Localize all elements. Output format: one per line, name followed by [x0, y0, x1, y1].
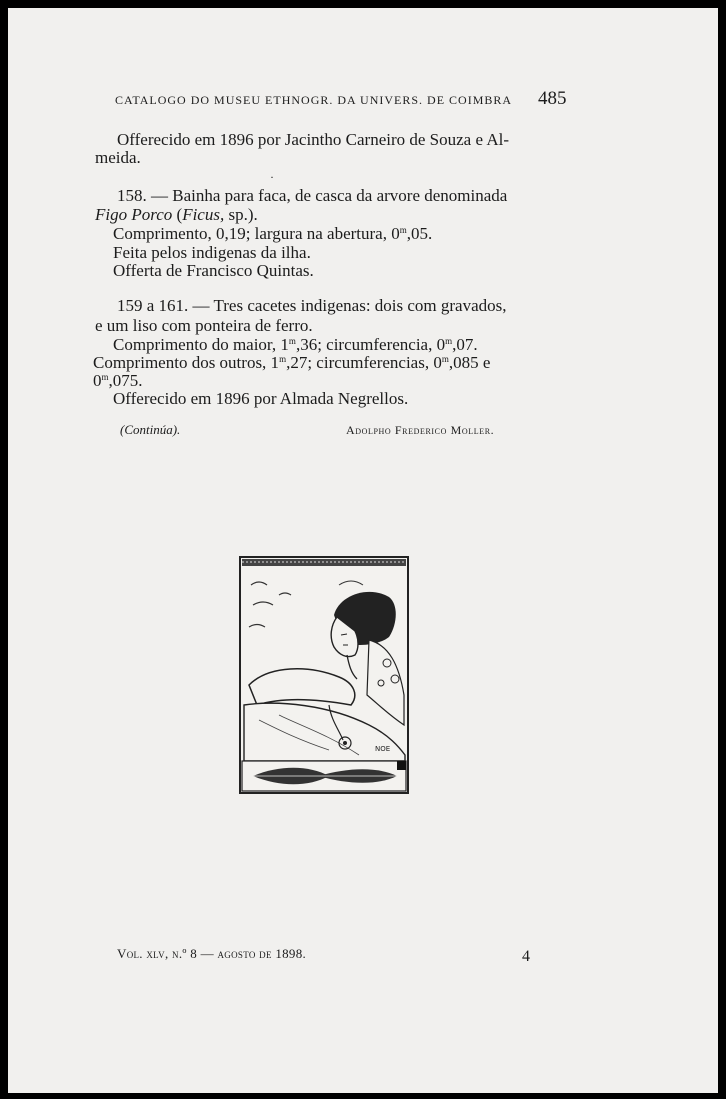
paragraph-line: e um liso com ponteira de ferro.	[95, 316, 313, 335]
text-fragment: Comprimento do maior, 1	[113, 335, 289, 354]
paragraph-line: meida.	[95, 148, 141, 167]
paragraph-line	[93, 353, 490, 373]
superscript: m	[441, 354, 449, 364]
footer-volume-issue: Vol. xlv, n.º 8 — agosto de 1898.	[117, 946, 307, 961]
paragraph-line: Offerecido em 1896 por Almada Negrellos.	[113, 389, 409, 408]
text-fragment: Comprimento dos outros, 1	[93, 353, 280, 372]
superscript: m	[399, 225, 407, 235]
decorative-dot: ·	[270, 170, 274, 184]
paragraph-line	[113, 335, 478, 355]
text-fragment: ,05.	[406, 224, 433, 243]
footer-sheet-number: 4	[522, 948, 530, 965]
text-fragment: ,36; circumferencia, 0	[295, 335, 446, 354]
text-fragment: ,075.	[108, 371, 143, 390]
corner-mark	[397, 761, 406, 770]
italic-term: Ficus,	[182, 205, 225, 224]
text-fragment: (	[172, 205, 183, 224]
text-fragment: ,27; circumferencias, 0	[286, 353, 442, 372]
paragraph-line: Feita pelos indigenas da ilha.	[113, 243, 311, 262]
woman-vignette-illustration	[239, 555, 409, 795]
paragraph-line	[113, 224, 432, 244]
page-number: 485	[538, 88, 567, 109]
superscript: m	[101, 372, 109, 382]
entry-158-heading: 158. — Bainha para faca, de casca da arvore denominada	[117, 186, 508, 205]
superscript: m	[445, 336, 453, 346]
illustration-signature: NOE	[375, 745, 391, 753]
superscript: m	[288, 336, 296, 346]
entry-159-heading: 159 a 161. — Tres cacetes indigenas: dois com gravados,	[117, 296, 507, 315]
author-signature: Adolpho Frederico Moller.	[346, 423, 495, 437]
text-fragment: ,07.	[452, 335, 478, 354]
text-fragment: 0	[93, 371, 102, 390]
text-fragment: Comprimento, 0,19; largura na abertura, 0	[113, 224, 400, 243]
continua-note: (Continúa).	[120, 422, 181, 437]
paragraph-line	[95, 205, 258, 225]
superscript: m	[279, 354, 287, 364]
text-fragment: sp.).	[224, 205, 258, 224]
paragraph-line	[93, 371, 143, 391]
paragraph-line: Offerecido em 1896 por Jacintho Carneiro de Souza e Al-	[117, 130, 509, 149]
running-title: CATALOGO DO MUSEU ETHNOGR. DA UNIVERS. DE COIMBRA	[115, 93, 513, 107]
page	[8, 8, 718, 1093]
text-fragment: ,085 e	[448, 353, 491, 372]
italic-term: Figo Porco	[95, 205, 173, 224]
paragraph-line: Offerta de Francisco Quintas.	[113, 261, 314, 280]
